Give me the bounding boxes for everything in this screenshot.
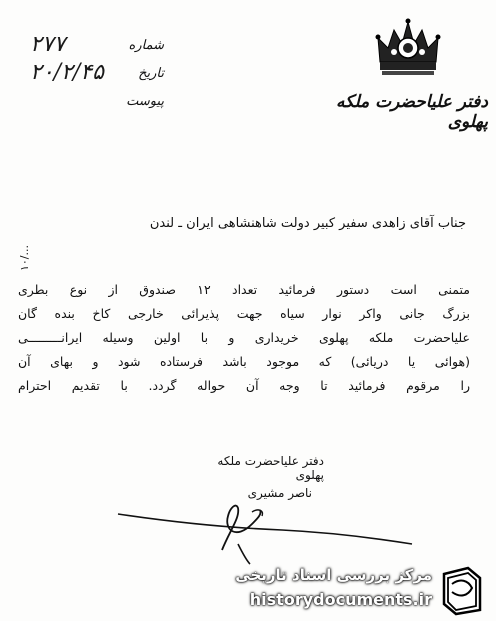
number-value: ۲۷۷ — [30, 32, 66, 57]
date-value: ۲۰/۲/۴۵ — [30, 60, 104, 85]
watermark-title: مرکز بررسی اسناد تاریخی — [235, 566, 432, 584]
body-line: را مرقوم فرمائید تا وجه آن حواله گردد. با تقدیم احترام — [18, 378, 470, 393]
letter-meta — [20, 34, 170, 118]
attachment-row — [20, 90, 170, 118]
number-label: شماره — [128, 38, 164, 53]
signature-title: دفتر علیاحضرت ملکه پهلوی — [217, 454, 324, 482]
body-line: متمنی است دستور فرمائید تعداد ۱۲ صندوق از نوع بطری — [18, 282, 470, 297]
body-line: بزرگ جانی واکر نوار سیاه جهت پذیرائی خارجی کاخ بنده گان — [18, 306, 470, 321]
date-row — [20, 62, 170, 90]
letterhead-office-name: دفتر علیاحضرت ملکه پهلوی — [336, 92, 488, 132]
letter-greeting: جناب آقای زاهدی سفیر کبیر دولت شاهنشاهی ایران ـ لندن — [149, 216, 466, 231]
number-row — [20, 34, 170, 62]
watermark-url: historydocuments.ir — [249, 590, 432, 609]
watermark — [200, 560, 496, 621]
signature-name: ناصر مشیری — [247, 486, 312, 500]
crown-emblem-icon — [372, 18, 444, 78]
attachment-label: پیوست — [126, 94, 164, 109]
letter-body — [18, 278, 470, 398]
margin-note: ۱۰/... — [18, 245, 31, 272]
body-line: (هوائی یا دریائی) که موجود باشد فرستاده شود و بهای آن — [18, 354, 470, 369]
archive-book-logo-icon — [438, 564, 486, 616]
body-line: علیاحضرت ملکه پهلوی خریداری و با اولین وسیله ایرانـــــــــی — [18, 330, 470, 345]
date-label: تاریخ — [138, 66, 164, 81]
